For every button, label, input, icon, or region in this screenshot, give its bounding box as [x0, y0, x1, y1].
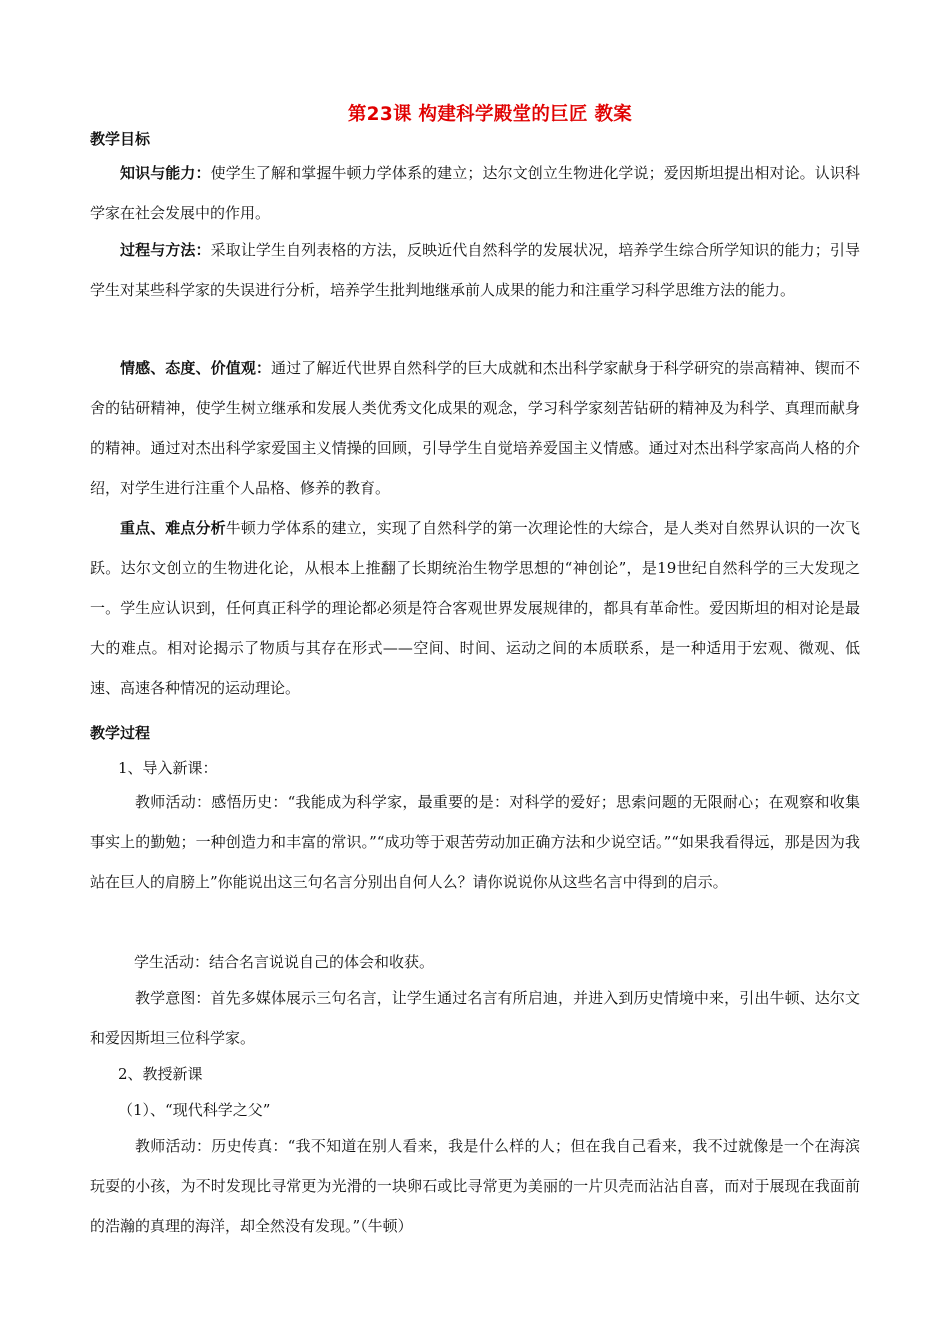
- keypoints-lead: 重点、难点分析: [120, 519, 226, 537]
- step2-label: 2、教授新课: [118, 1065, 203, 1083]
- knowledge-text: 使学生了解和掌握牛顿力学体系的建立；达尔文创立生物进化学说；爱因斯坦提出相对论。认识科学家在社会发展中的作用。: [90, 164, 860, 222]
- keypoints-text: 牛顿力学体系的建立，实现了自然科学的第一次理论性的大综合，是人类对自然界认识的一次飞跃。达尔文创立的生物进化论，从根本上推翻了长期统治生物学思想的“神创论”，是19世纪自然科学的三大发现之一。学生应认识到，任何真正科学的理论都必须是符合客观世界发展规律的，都具有革命性。爱因斯坦的相对论是最大的难点。相对论揭示了物质与其存在形式——空间、时间、运动之间的本质联系，是一种适用于宏观、微观、低速、高速各种情况的运动理论。: [90, 519, 860, 697]
- process-text: 采取让学生自列表格的方法，反映近代自然科学的发展状况，培养学生综合所学知识的能力；引导学生对某些科学家的失误进行分析，培养学生批判地继承前人成果的能力和注重学习科学思维方法的能力。: [90, 241, 860, 299]
- process-lead: 过程与方法：: [120, 241, 211, 259]
- student-activity-1: 学生活动：结合名言说说自己的体会和收获。: [134, 953, 435, 971]
- document-title: 第23课 构建科学殿堂的巨匠 教案: [347, 104, 633, 125]
- teacher-activity-1: 教师活动：感悟历史：“我能成为科学家，最重要的是：对科学的爱好；思索问题的无限耐心；在观察和收集事实上的勤勉；一种创造力和丰富的常识。”“成功等于艰苦劳动加正确方法和少说空话。”“如果我看得远，那是因为我站在巨人的肩膀上”你能说出这三句名言分别出自何人么？请你说说你从这些名言中得到的启示。: [90, 793, 860, 891]
- subsection-1-label: （1）、“现代科学之父”: [118, 1101, 271, 1119]
- emotion-paragraph: [90, 348, 860, 508]
- teaching-intent-1: 教学意图：首先多媒体展示三句名言，让学生通过名言有所启迪，并进入到历史情境中来，引出牛顿、达尔文和爱因斯坦三位科学家。: [90, 989, 860, 1047]
- emotion-text: 通过了解近代世界自然科学的巨大成就和杰出科学家献身于科学研究的崇高精神、锲而不舍的钻研精神，使学生树立继承和发展人类优秀文化成果的观念，学习科学家刻苦钻研的精神及为科学、真理而献身的精神。通过对杰出科学家爱国主义情操的回顾，引导学生自觉培养爱国主义情感。通过对杰出科学家高尚人格的介绍，对学生进行注重个人品格、修养的教育。: [90, 359, 860, 497]
- teacher-activity-2: 教师活动：历史传真：“我不知道在别人看来，我是什么样的人；但在我自己看来，我不过就像是一个在海滨玩耍的小孩，为不时发现比寻常更为光滑的一块卵石或比寻常更为美丽的一片贝壳而沾沾自喜，而对于展现在我面前的浩瀚的真理的海洋，却全然没有发现。”（牛顿）: [90, 1137, 860, 1235]
- goals-heading: 教学目标: [90, 130, 151, 148]
- emotion-lead: 情感、态度、价值观：: [120, 359, 272, 377]
- knowledge-lead: 知识与能力：: [120, 164, 211, 182]
- process-heading: 教学过程: [90, 724, 151, 742]
- knowledge-paragraph: [90, 153, 860, 233]
- process-paragraph: [90, 230, 860, 310]
- keypoints-paragraph: [90, 508, 860, 708]
- step1-label: 1、导入新课：: [118, 759, 218, 777]
